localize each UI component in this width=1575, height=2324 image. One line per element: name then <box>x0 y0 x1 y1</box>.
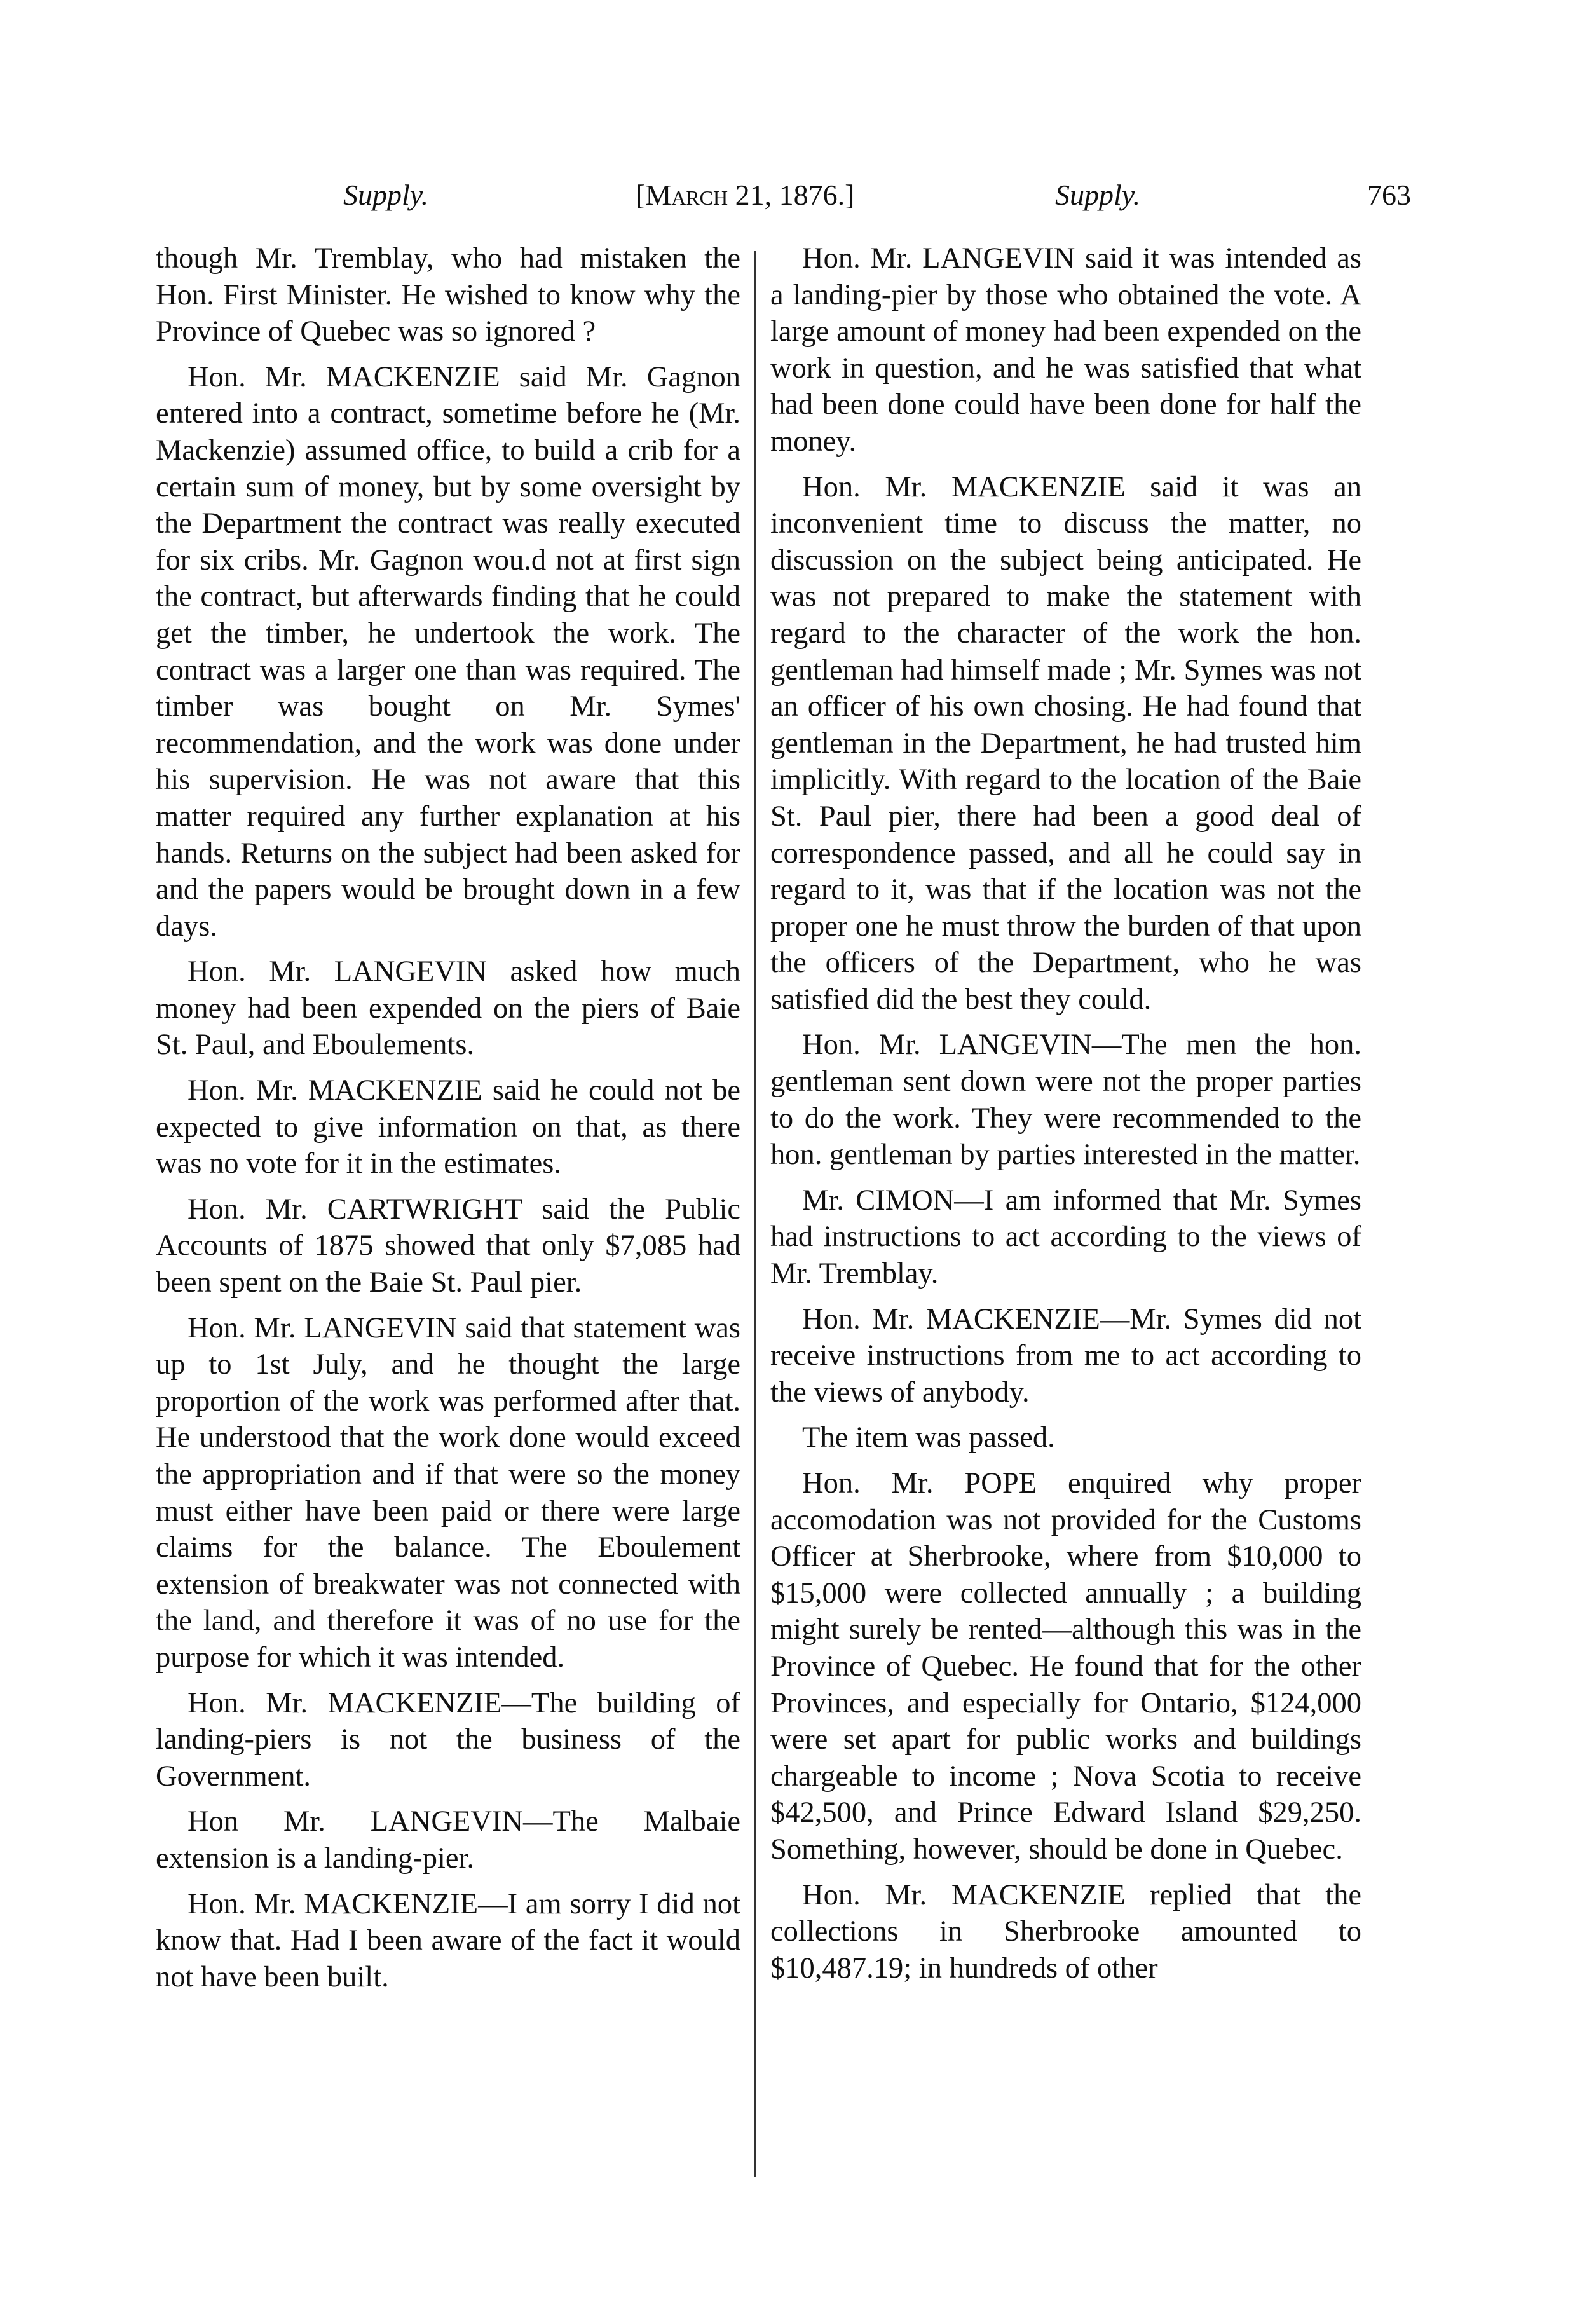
paragraph: Hon. Mr. MACKENZIE said Mr. Gagnon entered into a contract, sometime before he (Mr. Mackenzie) assumed office, to build a crib for a certain sum of money, but by some oversight by the Department the contract was really executed for six cribs. Mr. Gagnon wou.d not at first sign the contract, but afterwards finding that he could get the timber, he undertook the work. The contract was a larger one than was required. The timber was bought on Mr. Symes' recommendation, and the work was done under his supervision. He was not aware that this matter required any further explanation at his hands. Returns on the subject had been asked for and the papers would be brought down in a few days. <box>156 360 740 943</box>
paragraph: Hon. Mr. MACKENZIE replied that the collections in Sherbrooke amounted to $10,487.19; in hundreds of other <box>770 1878 1361 1985</box>
left-column <box>156 240 740 2004</box>
paragraph: Hon. Mr. MACKENZIE said it was an inconvenient time to discuss the matter, no discussion on the subject being anticipated. He was not prepared to make the statement with regard to the character of the work the hon. gentleman had himself made ; Mr. Symes was not an officer of his own chosing. He had found that gentleman in the Department, he had trusted him implicitly. With regard to the location of the Baie St. Paul pier, there had been a good deal of correspondence passed, and all he could say in regard to it, was that if the location was not the proper one he must throw the burden of that upon the officers of the Department, who he was satisfied did the best they could. <box>770 470 1361 1016</box>
paragraph: though Mr. Tremblay, who had mistaken the Hon. First Minister. He wished to know why the Province of Quebec was so ignored ? <box>156 242 740 348</box>
paragraph: Hon. Mr. LANGEVIN said it was intended as a landing-pier by those who obtained the vote. A large amount of money had been expended on the work in question, and he was satisfied that what had been done could have been done for half the money. <box>770 242 1361 458</box>
page-header <box>343 178 1411 229</box>
running-head-left: Supply. <box>343 179 429 211</box>
paragraph: Hon. Mr. POPE enquired why proper accomodation was not provided for the Customs Officer at Sherbrooke, where from $10,000 to $15,000 were collected annually ; a building might surely be rented—although this was in the Province of Quebec. He found that for the other Provinces, and especially for Ontario, $124,000 were set apart for public works and buildings chargeable to income ; Nova Scotia to receive $42,500, and Prince Edward Island $29,250. Something, however, should be done in Quebec. <box>770 1467 1361 1866</box>
paragraph: Hon. Mr. MACKENZIE—Mr. Symes did not receive instructions from me to act according to the views of anybody. <box>770 1302 1361 1409</box>
running-head-date: [March 21, 1876.] <box>636 179 855 211</box>
paragraph: Hon. Mr. MACKENZIE—I am sorry I did not know that. Had I been aware of the fact it would not have been built. <box>156 1887 740 1993</box>
paragraph: Hon. Mr. LANGEVIN asked how much money had been expended on the piers of Baie St. Paul, and Eboulements. <box>156 955 740 1062</box>
paragraph: Mr. CIMON—I am informed that Mr. Symes had instructions to act according to the views of Mr. Tremblay. <box>770 1184 1361 1290</box>
right-column <box>770 240 1361 1995</box>
paragraph: The item was passed. <box>802 1421 1055 1454</box>
paragraph: Hon. Mr. MACKENZIE—The building of landing-piers is not the business of the Government. <box>156 1686 740 1793</box>
paragraph: Hon. Mr. MACKENZIE said he could not be expected to give information on that, as there was no vote for it in the estimates. <box>156 1074 740 1180</box>
paragraph: Hon Mr. LANGEVIN—The Malbaie extension is a landing-pier. <box>156 1805 740 1875</box>
paragraph: Hon. Mr. LANGEVIN—The men the hon. gentleman sent down were not the proper parties to do the work. They were recommended to the hon. gentleman by parties interested in the matter. <box>770 1029 1361 1172</box>
column-divider <box>754 251 756 2177</box>
paragraph: Hon. Mr. LANGEVIN said that statement was up to 1st July, and he thought the large proportion of the work was performed after that. He understood that the work done would exceed the appropriation and if that were so the money must either have been paid or there were large claims for the balance. The Eboulement extension of breakwater was not connected with the land, and therefore it was of no use for the purpose for which it was intended. <box>156 1311 740 1674</box>
page-number: 763 <box>1367 179 1411 211</box>
paragraph: Hon. Mr. CARTWRIGHT said the Public Accounts of 1875 showed that only $7,085 had been spent on the Baie St. Paul pier. <box>156 1193 740 1299</box>
running-head-right: Supply. <box>1055 179 1141 211</box>
